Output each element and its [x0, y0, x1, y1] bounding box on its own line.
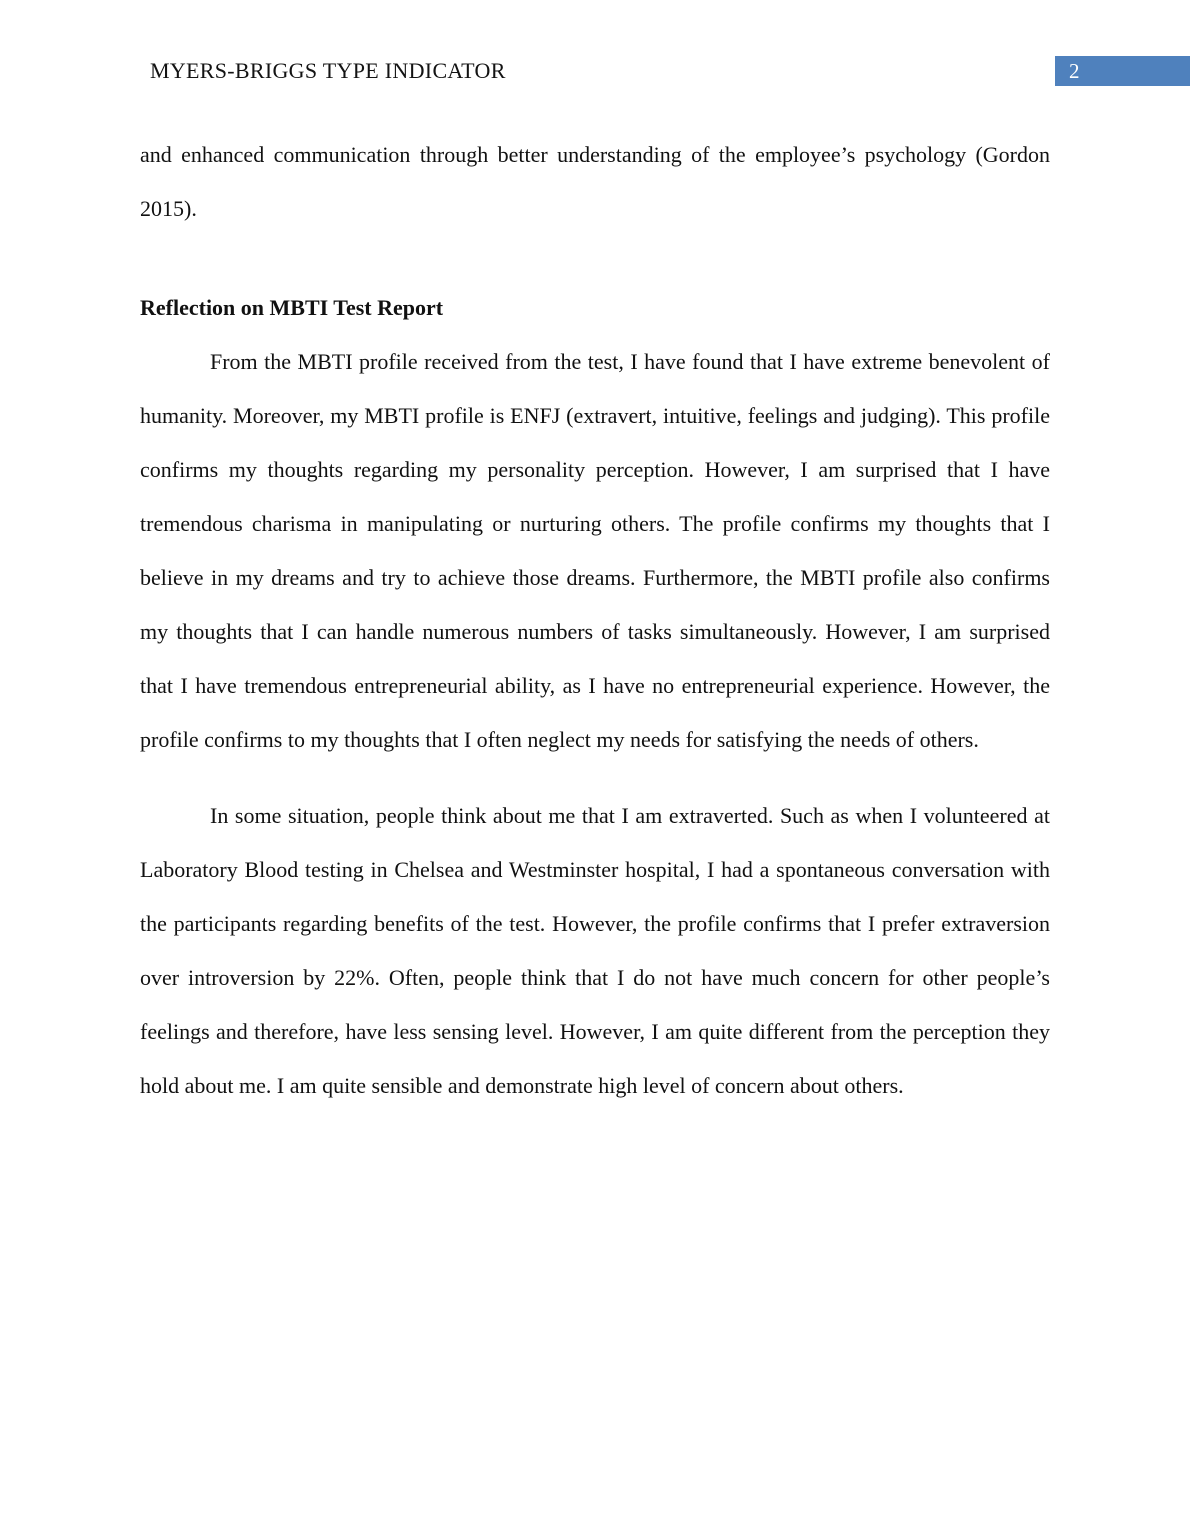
section-heading: Reflection on MBTI Test Report — [140, 295, 444, 320]
page-header — [0, 55, 1190, 87]
intro-paragraph: and enhanced communication through better understanding of the employee’s psychology (Gordon 2015). — [140, 142, 1050, 221]
body-paragraph-1: From the MBTI profile received from the test, I have found that I have extreme benevolent of humanity. Moreover, my MBTI profile is ENFJ (extravert, intuitive, feelings and judging). This profile confirms my thoughts regarding my personality perception. However, I am surprised that I have tremendous charisma in manipulating or nurturing others. The profile confirms my thoughts that I believe in my dreams and try to achieve those dreams. Furthermore, the MBTI profile also confirms my thoughts that I can handle numerous numbers of tasks simultaneously. However, I am surprised that I have tremendous entrepreneurial ability, as I have no entrepreneurial experience. However, the profile confirms to my thoughts that I often neglect my needs for satisfying the needs of others. — [140, 349, 1050, 752]
running-head: MYERS-BRIGGS TYPE INDICATOR — [150, 58, 506, 83]
page-number-badge — [1055, 56, 1190, 86]
document-body — [140, 128, 1050, 1135]
body-paragraph-2: In some situation, people think about me that I am extraverted. Such as when I volunteered at Laboratory Blood testing in Chelsea and Westminster hospital, I had a spontaneous conversation with the participants regarding benefits of the test. However, the profile confirms that I prefer extraversion over introversion by 22%. Often, people think that I do not have much concern for other people’s feelings and therefore, have less sensing level. However, I am quite different from the perception they hold about me. I am quite sensible and demonstrate high level of concern about others. — [140, 803, 1050, 1098]
page-number: 2 — [1069, 58, 1080, 83]
